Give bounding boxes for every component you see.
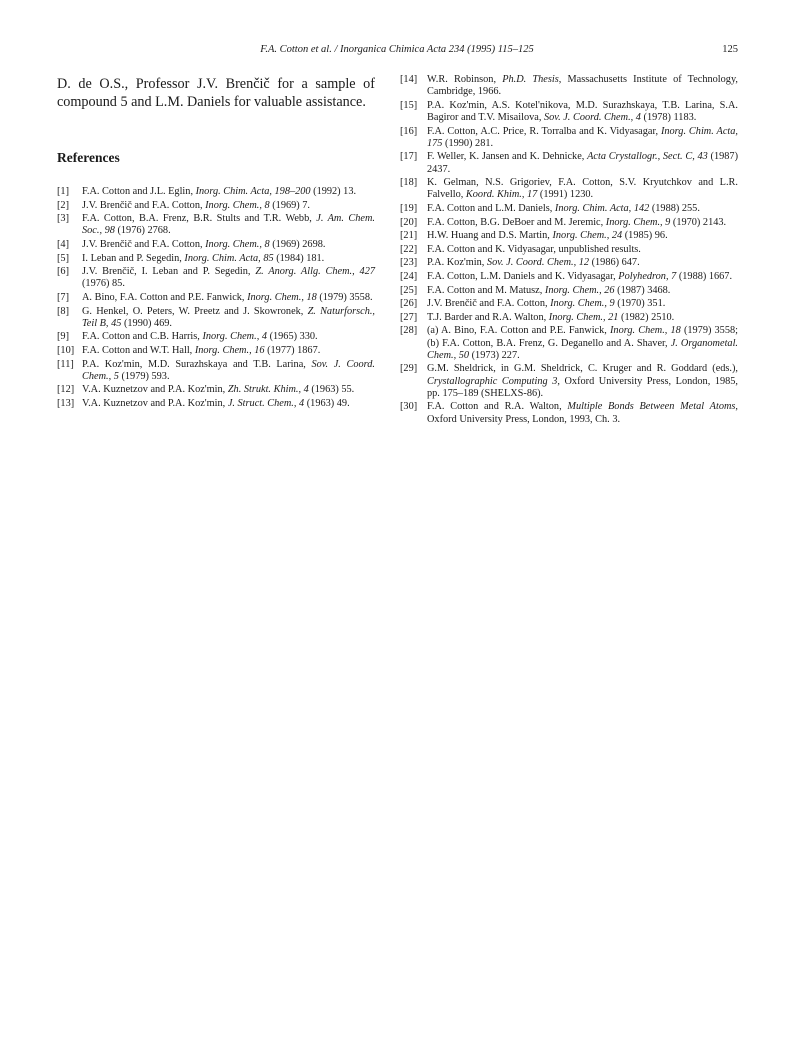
reference-item xyxy=(57,345,375,357)
reference-number: [26] xyxy=(400,298,418,310)
reference-item xyxy=(400,298,738,310)
reference-text: P.A. Koz'min, M.D. Surazhskaya and T.B. Larina, xyxy=(82,358,312,370)
reference-number: [29] xyxy=(400,363,418,375)
reference-text: (a) A. Bino, F.A. Cotton and P.E. Fanwick, xyxy=(427,325,610,337)
reference-number: [21] xyxy=(400,230,418,242)
reference-text: I. Leban and P. Segedin, xyxy=(82,252,185,264)
reference-text: (1970) 351. xyxy=(614,298,666,310)
reference-item xyxy=(400,271,738,283)
page-number: 125 xyxy=(722,44,738,55)
reference-item xyxy=(400,100,738,124)
reference-text: (1988) 1667. xyxy=(676,270,733,282)
reference-journal: Polyhedron, 7 xyxy=(618,270,677,282)
reference-item xyxy=(57,239,375,251)
reference-text: F.A. Cotton and M. Matusz, xyxy=(427,284,545,296)
reference-item xyxy=(400,312,738,324)
reference-journal: Ph.D. Thesis xyxy=(502,74,559,85)
reference-text: F.A. Cotton and C.B. Harris, xyxy=(82,331,203,343)
reference-text: (1969) 7. xyxy=(269,199,310,211)
reference-text: W.R. Robinson, xyxy=(427,74,503,85)
reference-journal: Inorg. Chem., 21 xyxy=(548,311,619,323)
reference-text: (1992) 13. xyxy=(310,186,357,197)
reference-item xyxy=(400,74,738,98)
reference-text: G. Henkel, O. Peters, W. Preetz and J. Skowronek, xyxy=(82,305,308,317)
reference-item xyxy=(400,325,738,362)
reference-item xyxy=(57,213,375,237)
reference-text: T.J. Barder and R.A. Walton, xyxy=(427,311,549,323)
reference-text: V.A. Kuznetzov and P.A. Koz'min, xyxy=(82,384,228,396)
reference-text: (1984) 181. xyxy=(273,252,325,264)
reference-text: (1963) 55. xyxy=(308,384,355,396)
reference-number: [4] xyxy=(57,238,70,250)
reference-text: (1979) 3558; (b) F.A. Cotton, B.A. Frenz, G. Deganello and A. Shaver, xyxy=(427,325,738,349)
reference-text: , Oxford University Press, London, 1993, Ch. 3. xyxy=(427,401,738,425)
running-title: F.A. Cotton et al. / Inorganica Chimica Acta 234 (1995) 115–125 xyxy=(260,44,534,55)
reference-text: H.W. Huang and D.S. Martin, xyxy=(427,230,553,242)
reference-text: F.A. Cotton, B.A. Frenz, B.R. Stults and T.R. Webb, xyxy=(82,213,317,225)
reference-item xyxy=(57,200,375,212)
reference-text: (1990) 281. xyxy=(442,137,494,149)
reference-text: V.A. Kuznetzov and P.A. Koz'min, xyxy=(82,397,228,409)
reference-text: F.A. Cotton and J.L. Eglin, xyxy=(82,186,196,197)
reference-number: [3] xyxy=(57,213,70,225)
reference-journal: Inorg. Chem., 24 xyxy=(552,230,623,242)
reference-text: J.V. Brenčič and F.A. Cotton, xyxy=(82,238,206,250)
reference-number: [18] xyxy=(400,177,418,189)
reference-item xyxy=(400,244,738,256)
reference-text: , Massachusetts Institute of Technology, Cambridge, 1966. xyxy=(427,74,738,98)
reference-text: (1988) 255. xyxy=(649,202,700,214)
reference-item xyxy=(57,331,375,343)
reference-journal: Zh. Strukt. Khim., 4 xyxy=(227,384,309,396)
reference-text: P.A. Koz'min, A.S. Kotel'nikova, M.D. Surazhskaya, T.B. Larina, S.A. Bagiror and T.V. Misailova, xyxy=(427,99,738,123)
reference-item xyxy=(400,363,738,400)
reference-item xyxy=(400,177,738,201)
reference-number: [9] xyxy=(57,331,70,343)
reference-text: (1970) 2143. xyxy=(670,216,727,228)
reference-number: [27] xyxy=(400,311,418,323)
reference-item xyxy=(400,285,738,297)
reference-text: (1976) 85. xyxy=(82,278,125,290)
reference-text: (1986) 647. xyxy=(589,257,640,269)
reference-number: [25] xyxy=(400,284,418,296)
reference-journal: Multiple Bonds Between Metal Atoms xyxy=(567,401,736,413)
reference-number: [2] xyxy=(57,199,70,211)
reference-text: F.A. Cotton, L.M. Daniels and K. Vidyasagar, xyxy=(427,270,619,282)
reference-text: F. Weller, K. Jansen and K. Dehnicke, xyxy=(427,151,588,163)
reference-text: (1985) 96. xyxy=(622,230,668,242)
reference-journal: Z. Naturforsch., Teil B, 45 xyxy=(82,305,375,329)
reference-list-left xyxy=(57,186,375,410)
reference-text: A. Bino, F.A. Cotton and P.E. Fanwick, xyxy=(82,291,248,303)
reference-number: [17] xyxy=(400,151,418,163)
reference-text: (1978) 1183. xyxy=(640,112,697,123)
reference-text: K. Gelman, N.S. Grigoriev, F.A. Cotton, S.V. Kryutchkov and L.R. Falvello, xyxy=(427,177,738,201)
reference-number: [10] xyxy=(57,344,75,356)
reference-journal: Sov. J. Coord. Chem., 5 xyxy=(82,358,375,382)
reference-number: [22] xyxy=(400,243,418,255)
right-column xyxy=(400,74,738,427)
reference-journal: Koord. Khim., 17 xyxy=(465,189,538,201)
reference-journal: Sov. J. Coord. Chem., 12 xyxy=(486,257,590,269)
running-header xyxy=(56,44,738,60)
reference-item xyxy=(57,306,375,330)
reference-number: [28] xyxy=(400,325,418,337)
reference-text: (1987) 3468. xyxy=(614,284,671,296)
reference-number: [24] xyxy=(400,270,418,282)
reference-item xyxy=(57,384,375,396)
reference-journal: Inorg. Chem., 16 xyxy=(194,344,265,356)
references-heading: References xyxy=(57,150,120,165)
reference-item xyxy=(400,203,738,215)
left-column xyxy=(57,74,375,412)
reference-number: [30] xyxy=(400,401,418,413)
reference-journal: Inorg. Chem., 4 xyxy=(202,331,267,343)
reference-number: [23] xyxy=(400,257,418,269)
reference-text: (1976) 2768. xyxy=(114,225,171,237)
reference-journal: Inorg. Chem., 9 xyxy=(550,298,615,310)
reference-journal: Inorg. Chem., 18 xyxy=(247,291,317,303)
reference-text: F.A. Cotton and K. Vidyasagar, unpublished results. xyxy=(427,243,641,255)
reference-journal: Z. Anorg. Allg. Chem., 427 xyxy=(255,266,375,278)
reference-text: J.V. Brenčič and F.A. Cotton, xyxy=(82,199,206,211)
reference-number: [16] xyxy=(400,125,418,137)
reference-number: [15] xyxy=(400,99,418,111)
reference-journal: Inorg. Chim. Acta, 85 xyxy=(184,252,274,264)
reference-number: [1] xyxy=(57,186,70,197)
reference-text: P.A. Koz'min, xyxy=(427,257,487,269)
reference-journal: Inorg. Chem., 9 xyxy=(605,216,671,228)
reference-item xyxy=(57,266,375,290)
reference-number: [5] xyxy=(57,252,70,264)
reference-text: (1991) 1230. xyxy=(537,189,594,201)
reference-journal: Inorg. Chem., 8 xyxy=(205,199,270,211)
reference-number: [14] xyxy=(400,74,418,85)
reference-text: (1979) 593. xyxy=(118,370,170,382)
reference-text: (1969) 2698. xyxy=(269,238,326,250)
reference-number: [13] xyxy=(57,397,75,409)
reference-text: (1977) 1867. xyxy=(264,344,321,356)
reference-item xyxy=(57,186,375,198)
reference-text: G.M. Sheldrick, in G.M. Sheldrick, C. Kruger and R. Goddard (eds.), xyxy=(427,363,738,375)
reference-item xyxy=(57,398,375,410)
reference-number: [20] xyxy=(400,216,418,228)
reference-item xyxy=(400,230,738,242)
reference-text: J.V. Brenčič, I. Leban and P. Segedin, xyxy=(82,266,256,278)
reference-text: (1965) 330. xyxy=(267,331,318,343)
reference-text: (1982) 2510. xyxy=(618,311,675,323)
reference-journal: Crystallographic Computing 3 xyxy=(427,375,558,387)
reference-journal: Inorg. Chem., 18 xyxy=(610,325,681,337)
reference-journal: Inorg. Chim. Acta, 142 xyxy=(554,202,650,214)
reference-journal: J. Struct. Chem., 4 xyxy=(227,397,305,409)
reference-text: F.A. Cotton and W.T. Hall, xyxy=(82,344,195,356)
reference-text: F.A. Cotton and L.M. Daniels, xyxy=(427,202,555,214)
reference-text: F.A. Cotton, A.C. Price, R. Torralba and K. Vidyasagar, xyxy=(427,125,661,137)
reference-number: [11] xyxy=(57,358,74,370)
acknowledgement-paragraph xyxy=(57,76,375,111)
reference-journal: Inorg. Chem., 26 xyxy=(544,284,615,296)
acknowledgement-line: compound 5 and L.M. Daniels for valuable assistance. xyxy=(57,93,366,110)
reference-item xyxy=(400,257,738,269)
reference-journal: Sov. J. Coord. Chem., 4 xyxy=(543,112,641,123)
reference-journal: Acta Crystallogr., Sect. C, 43 xyxy=(587,151,708,163)
reference-text: , Oxford University Press, London, 1985, pp. 175–189 (SHELXS-86). xyxy=(427,375,738,399)
reference-text: (1963) 49. xyxy=(304,397,350,409)
reference-number: [7] xyxy=(57,291,70,303)
reference-text: F.A. Cotton and R.A. Walton, xyxy=(427,401,568,413)
acknowledgement-line: D. de O.S., Professor J.V. Brenčič for a sample of xyxy=(57,76,375,92)
reference-journal: Inorg. Chim. Acta, 198–200 xyxy=(195,186,311,197)
reference-text: (1973) 227. xyxy=(469,349,520,361)
reference-text: (1990) 469. xyxy=(121,317,173,329)
reference-item xyxy=(400,151,738,175)
reference-number: [8] xyxy=(57,305,70,317)
reference-list-right xyxy=(400,74,738,426)
reference-item xyxy=(400,217,738,229)
reference-text: (1987) 2437. xyxy=(427,151,739,175)
reference-item xyxy=(57,292,375,304)
reference-journal: J. Am. Chem. Soc., 98 xyxy=(82,213,375,237)
reference-number: [19] xyxy=(400,202,418,214)
reference-journal: Inorg. Chem., 8 xyxy=(205,238,270,250)
reference-text: J.V. Brenčič and F.A. Cotton, xyxy=(427,298,551,310)
reference-journal: J. Organometal. Chem., 50 xyxy=(427,337,739,361)
reference-item xyxy=(57,253,375,265)
reference-item xyxy=(400,126,738,150)
reference-item xyxy=(400,401,738,425)
reference-text: F.A. Cotton, B.G. DeBoer and M. Jeremic, xyxy=(427,216,606,228)
reference-journal: Inorg. Chim. Acta, 175 xyxy=(427,125,738,149)
reference-text: (1979) 3558. xyxy=(316,291,373,303)
reference-number: [12] xyxy=(57,384,75,396)
reference-item xyxy=(57,359,375,383)
reference-number: [6] xyxy=(57,266,70,278)
